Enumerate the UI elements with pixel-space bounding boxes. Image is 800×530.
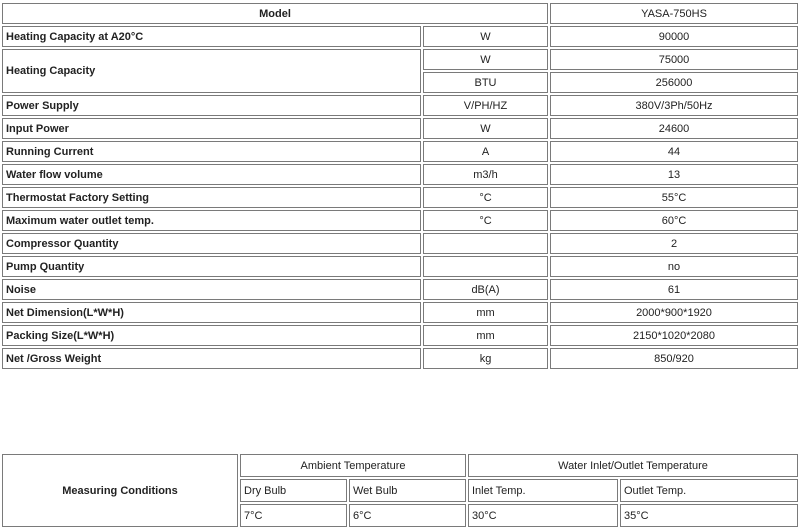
spec-value: 44	[550, 141, 798, 162]
inlet-temp-label: Inlet Temp.	[468, 479, 618, 502]
table-row	[2, 256, 798, 277]
outlet-temp-value: 35°C	[620, 504, 798, 527]
spec-unit: dB(A)	[423, 279, 548, 300]
spec-unit: V/PH/HZ	[423, 95, 548, 116]
wet-bulb-label: Wet Bulb	[349, 479, 466, 502]
table-row	[2, 233, 798, 254]
inlet-temp-value: 30°C	[468, 504, 618, 527]
spec-unit: A	[423, 141, 548, 162]
spec-unit: BTU	[423, 72, 548, 93]
model-header-label: Model	[2, 3, 548, 24]
spec-value: 2	[550, 233, 798, 254]
specification-table	[0, 1, 800, 371]
table-row	[2, 279, 798, 300]
spec-label: Net /Gross Weight	[2, 348, 421, 369]
spec-label: Heating Capacity	[2, 49, 421, 93]
spec-label: Noise	[2, 279, 421, 300]
spec-unit: mm	[423, 302, 548, 323]
spec-unit: °C	[423, 210, 548, 231]
table-row	[2, 141, 798, 162]
spec-value: no	[550, 256, 798, 277]
dry-bulb-label: Dry Bulb	[240, 479, 347, 502]
table-row	[2, 187, 798, 208]
spec-label: Running Current	[2, 141, 421, 162]
spec-unit: kg	[423, 348, 548, 369]
table-row	[2, 26, 798, 47]
spec-unit: W	[423, 118, 548, 139]
spec-value: 2000*900*1920	[550, 302, 798, 323]
measuring-conditions-label: Measuring Conditions	[2, 454, 238, 527]
spec-unit: W	[423, 26, 548, 47]
wet-bulb-value: 6°C	[349, 504, 466, 527]
spec-unit: mm	[423, 325, 548, 346]
table-row	[2, 118, 798, 139]
dry-bulb-value: 7°C	[240, 504, 347, 527]
spec-value: 2150*1020*2080	[550, 325, 798, 346]
spec-label: Maximum water outlet temp.	[2, 210, 421, 231]
spec-value: 380V/3Ph/50Hz	[550, 95, 798, 116]
table-row	[2, 302, 798, 323]
spec-unit	[423, 233, 548, 254]
spec-value: 90000	[550, 26, 798, 47]
spec-label: Net Dimension(L*W*H)	[2, 302, 421, 323]
spec-label: Input Power	[2, 118, 421, 139]
spec-unit: m3/h	[423, 164, 548, 185]
spec-unit: W	[423, 49, 548, 70]
spec-value: 24600	[550, 118, 798, 139]
spec-value: 75000	[550, 49, 798, 70]
spec-label: Heating Capacity at A20°C	[2, 26, 421, 47]
table-row	[2, 325, 798, 346]
table-row	[2, 454, 798, 477]
spec-value: 13	[550, 164, 798, 185]
spec-unit: °C	[423, 187, 548, 208]
water-temperature-header: Water Inlet/Outlet Temperature	[468, 454, 798, 477]
spec-label: Power Supply	[2, 95, 421, 116]
table-row	[2, 49, 798, 70]
spec-value: 61	[550, 279, 798, 300]
spec-label: Thermostat Factory Setting	[2, 187, 421, 208]
outlet-temp-label: Outlet Temp.	[620, 479, 798, 502]
table-row	[2, 210, 798, 231]
spec-value: 55°C	[550, 187, 798, 208]
spec-value: 850/920	[550, 348, 798, 369]
spec-label: Pump Quantity	[2, 256, 421, 277]
table-row	[2, 348, 798, 369]
spec-value: 60°C	[550, 210, 798, 231]
table-row	[2, 3, 798, 24]
spec-label: Packing Size(L*W*H)	[2, 325, 421, 346]
spec-label: Compressor Quantity	[2, 233, 421, 254]
model-value: YASA-750HS	[550, 3, 798, 24]
table-row	[2, 95, 798, 116]
spec-label: Water flow volume	[2, 164, 421, 185]
spec-unit	[423, 256, 548, 277]
ambient-temperature-header: Ambient Temperature	[240, 454, 466, 477]
table-row	[2, 164, 798, 185]
measuring-conditions-table	[0, 452, 800, 529]
spec-value: 256000	[550, 72, 798, 93]
